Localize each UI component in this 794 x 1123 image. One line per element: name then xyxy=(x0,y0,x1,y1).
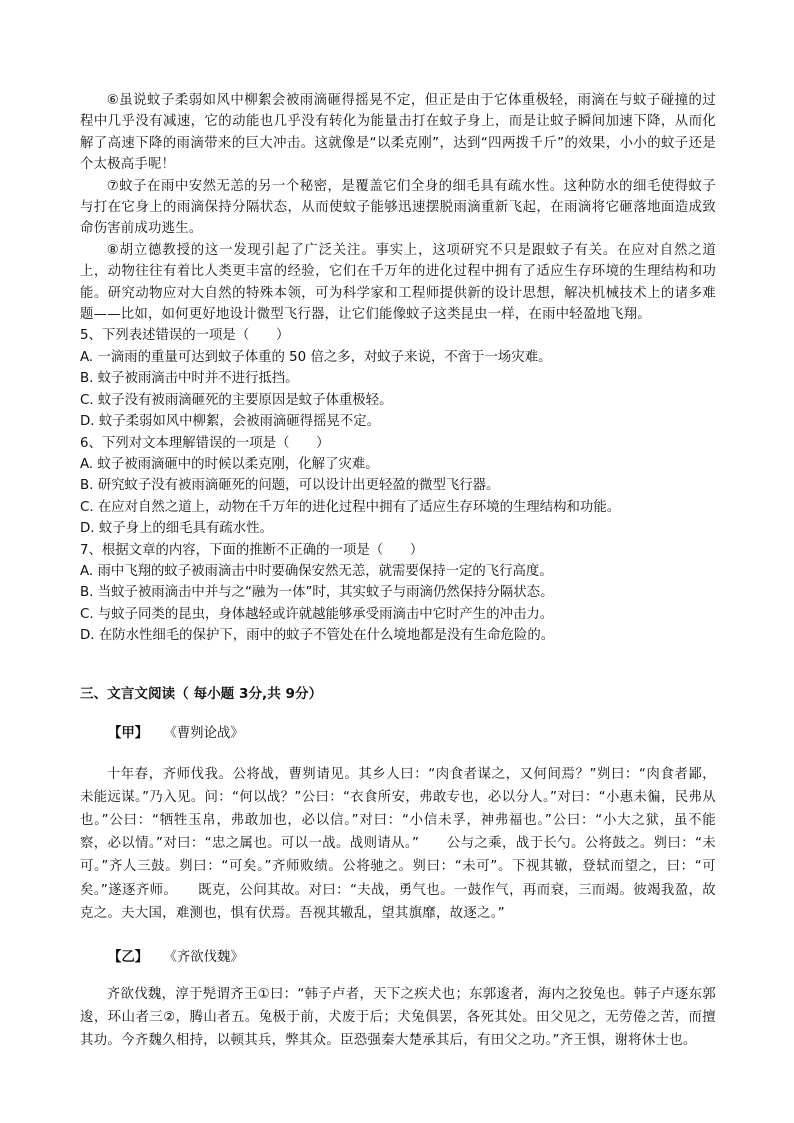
option-a: A. 雨中飞翔的蚊子被雨滴击中时要确保安然无恙，就需要保持一定的飞行高度。 xyxy=(80,563,553,579)
question-7 xyxy=(80,540,716,647)
text-a-body: 十年春，齐师伐我。公将战，曹刿请见。其乡人曰：“肉食者谋之，又何间焉？”刿曰：“肉食者鄙，未能远谋。”乃入见。问：“何以战？”公曰：“衣食所安，弗敢专也，必以分人。”对曰：“小惠未徧，民弗从也。”公曰：“牺牲玉帛，弗敢加也，必以信。”对曰：“小信未孚，神弗福也。”公曰：“小大之狱，虽不能察，必以情。”对曰：“忠之属也。可以一战。战则请从。” 公与之乘，战于长勺。公将鼓之。刿曰：“未可。”齐人三鼓。刿曰：“可矣。”齐师败绩。公将驰之。刿曰：“未可”。下视其辙，登轼而望之，曰：“可矣。”遂逐齐师。 既克，公问其故。对曰：“夫战，勇气也。一鼓作气，再而衰，三而竭。彼竭我盈，故克之。夫大国，难测也，惧有伏焉。吾视其辙乱，望其旗靡，故逐之。” xyxy=(80,766,716,921)
text-a-tag: 【甲】 xyxy=(108,725,149,741)
option-b: B. 蚊子被雨滴击中时并不进行抵挡。 xyxy=(80,371,299,387)
option-c: C. 蚊子没有被雨滴砸死的主要原因是蚊子体重极轻。 xyxy=(80,392,393,408)
option-b: B. 研究蚊子没有被雨滴砸死的问题，可以设计出更轻盈的微型飞行器。 xyxy=(80,478,500,494)
option-d: D. 在防水性细毛的保护下，雨中的蚊子不管处在什么境地都是没有生命危险的。 xyxy=(80,628,555,644)
option-c: C. 与蚊子同类的昆虫，身体越轻或许就越能够承受雨滴击中它时产生的冲击力。 xyxy=(80,606,554,622)
option-c: C. 在应对自然之道上，动物在千万年的进化过程中拥有了适应生存环境的生理结构和功能。 xyxy=(80,499,621,515)
paragraph-8: ⑧胡立德教授的这一发现引起了广泛关注。事实上，这项研究不只是跟蚊子有关。在应对自然之道上，动物往往有着比人类更丰富的经验，它们在千万年的进化过程中拥有了适应生存环境的生理结构和功能。研究动物应对大自然的特殊本领，可为科学家和工程师提供新的设计思想，解决机械技术上的诸多难题——比如，如何更好地设计微型飞行器，让它们能像蚊子这类昆虫一样，在雨中轻盈地飞翔。 xyxy=(80,242,716,323)
paragraph-6: ⑥虽说蚊子柔弱如风中柳絮会被雨滴砸得摇晃不定，但正是由于它体重极轻，雨滴在与蚊子碰撞的过程中几乎没有减速，它的动能也几乎没有转化为能量击打在蚊子身上，而是让蚊子瞬间加速下降，从而化解了高速下降的雨滴带来的巨大冲击。这就像是“以柔克刚”，达到“四两拨千斤”的效果，小小的蚊子还是个太极高手呢！ xyxy=(80,93,716,173)
question-stem: 7、根据文章的内容，下面的推断不正确的一项是（ ） xyxy=(80,542,424,558)
question-6 xyxy=(80,433,716,540)
text-a-title: 《曹刿论战》 xyxy=(170,725,244,741)
question-stem: 5、下列表述错误的一项是（ ） xyxy=(80,328,290,344)
question-5 xyxy=(80,325,716,432)
text-b-tag: 【乙】 xyxy=(108,949,149,965)
section-title: 三、文言文阅读（ 每小题 3分,共 9分） xyxy=(80,685,323,702)
text-a-heading xyxy=(80,723,716,745)
option-d: D. 蚊子柔弱如风中柳絮，会被雨滴砸得摇晃不定。 xyxy=(80,414,381,430)
question-stem: 6、下列对文本理解错误的一项是（ ） xyxy=(80,435,330,451)
document-page xyxy=(80,90,716,1053)
text-b-heading xyxy=(80,947,716,969)
option-a: A. 一滴雨的重量可达到蚊子体重的 50 倍之多，对蚊子来说，不啻于一场灾难。 xyxy=(80,349,552,365)
option-a: A. 蚊子被雨滴砸中的时候以柔克刚，化解了灾难。 xyxy=(80,456,379,472)
reading-passage xyxy=(80,90,716,325)
option-b: B. 当蚊子被雨滴击中并与之“融为一体”时，其实蚊子与雨滴仍然保持分隔状态。 xyxy=(80,585,554,601)
text-b-title: 《齐欲伐魏》 xyxy=(170,949,244,965)
text-b-body: 齐欲伐魏，淳于髡谓齐王①曰：“韩子卢者，天下之疾犬也；东郭逡者，海内之狡兔也。韩子卢逐东郭逡，环山者三②，腾山者五。兔极于前，犬废于后；犬兔俱罢，各死其处。田父见之，无劳倦之苦，而擅其功。今齐魏久相持，以顿其兵，弊其众。臣恐强秦大楚承其后，有田父之功。”齐王惧，谢将休士也。 xyxy=(80,986,716,1049)
option-d: D. 蚊子身上的细毛具有疏水性。 xyxy=(80,521,273,537)
paragraph-7: ⑦蚊子在雨中安然无恙的另一个秘密，是覆盖它们全身的细毛具有疏水性。这种防水的细毛使得蚊子与打在它身上的雨滴保持分隔状态，从而使蚊子能够迅速摆脱雨滴重新飞起，在雨滴将它砸落地面造成致命伤害前成功逃生。 xyxy=(80,178,716,237)
